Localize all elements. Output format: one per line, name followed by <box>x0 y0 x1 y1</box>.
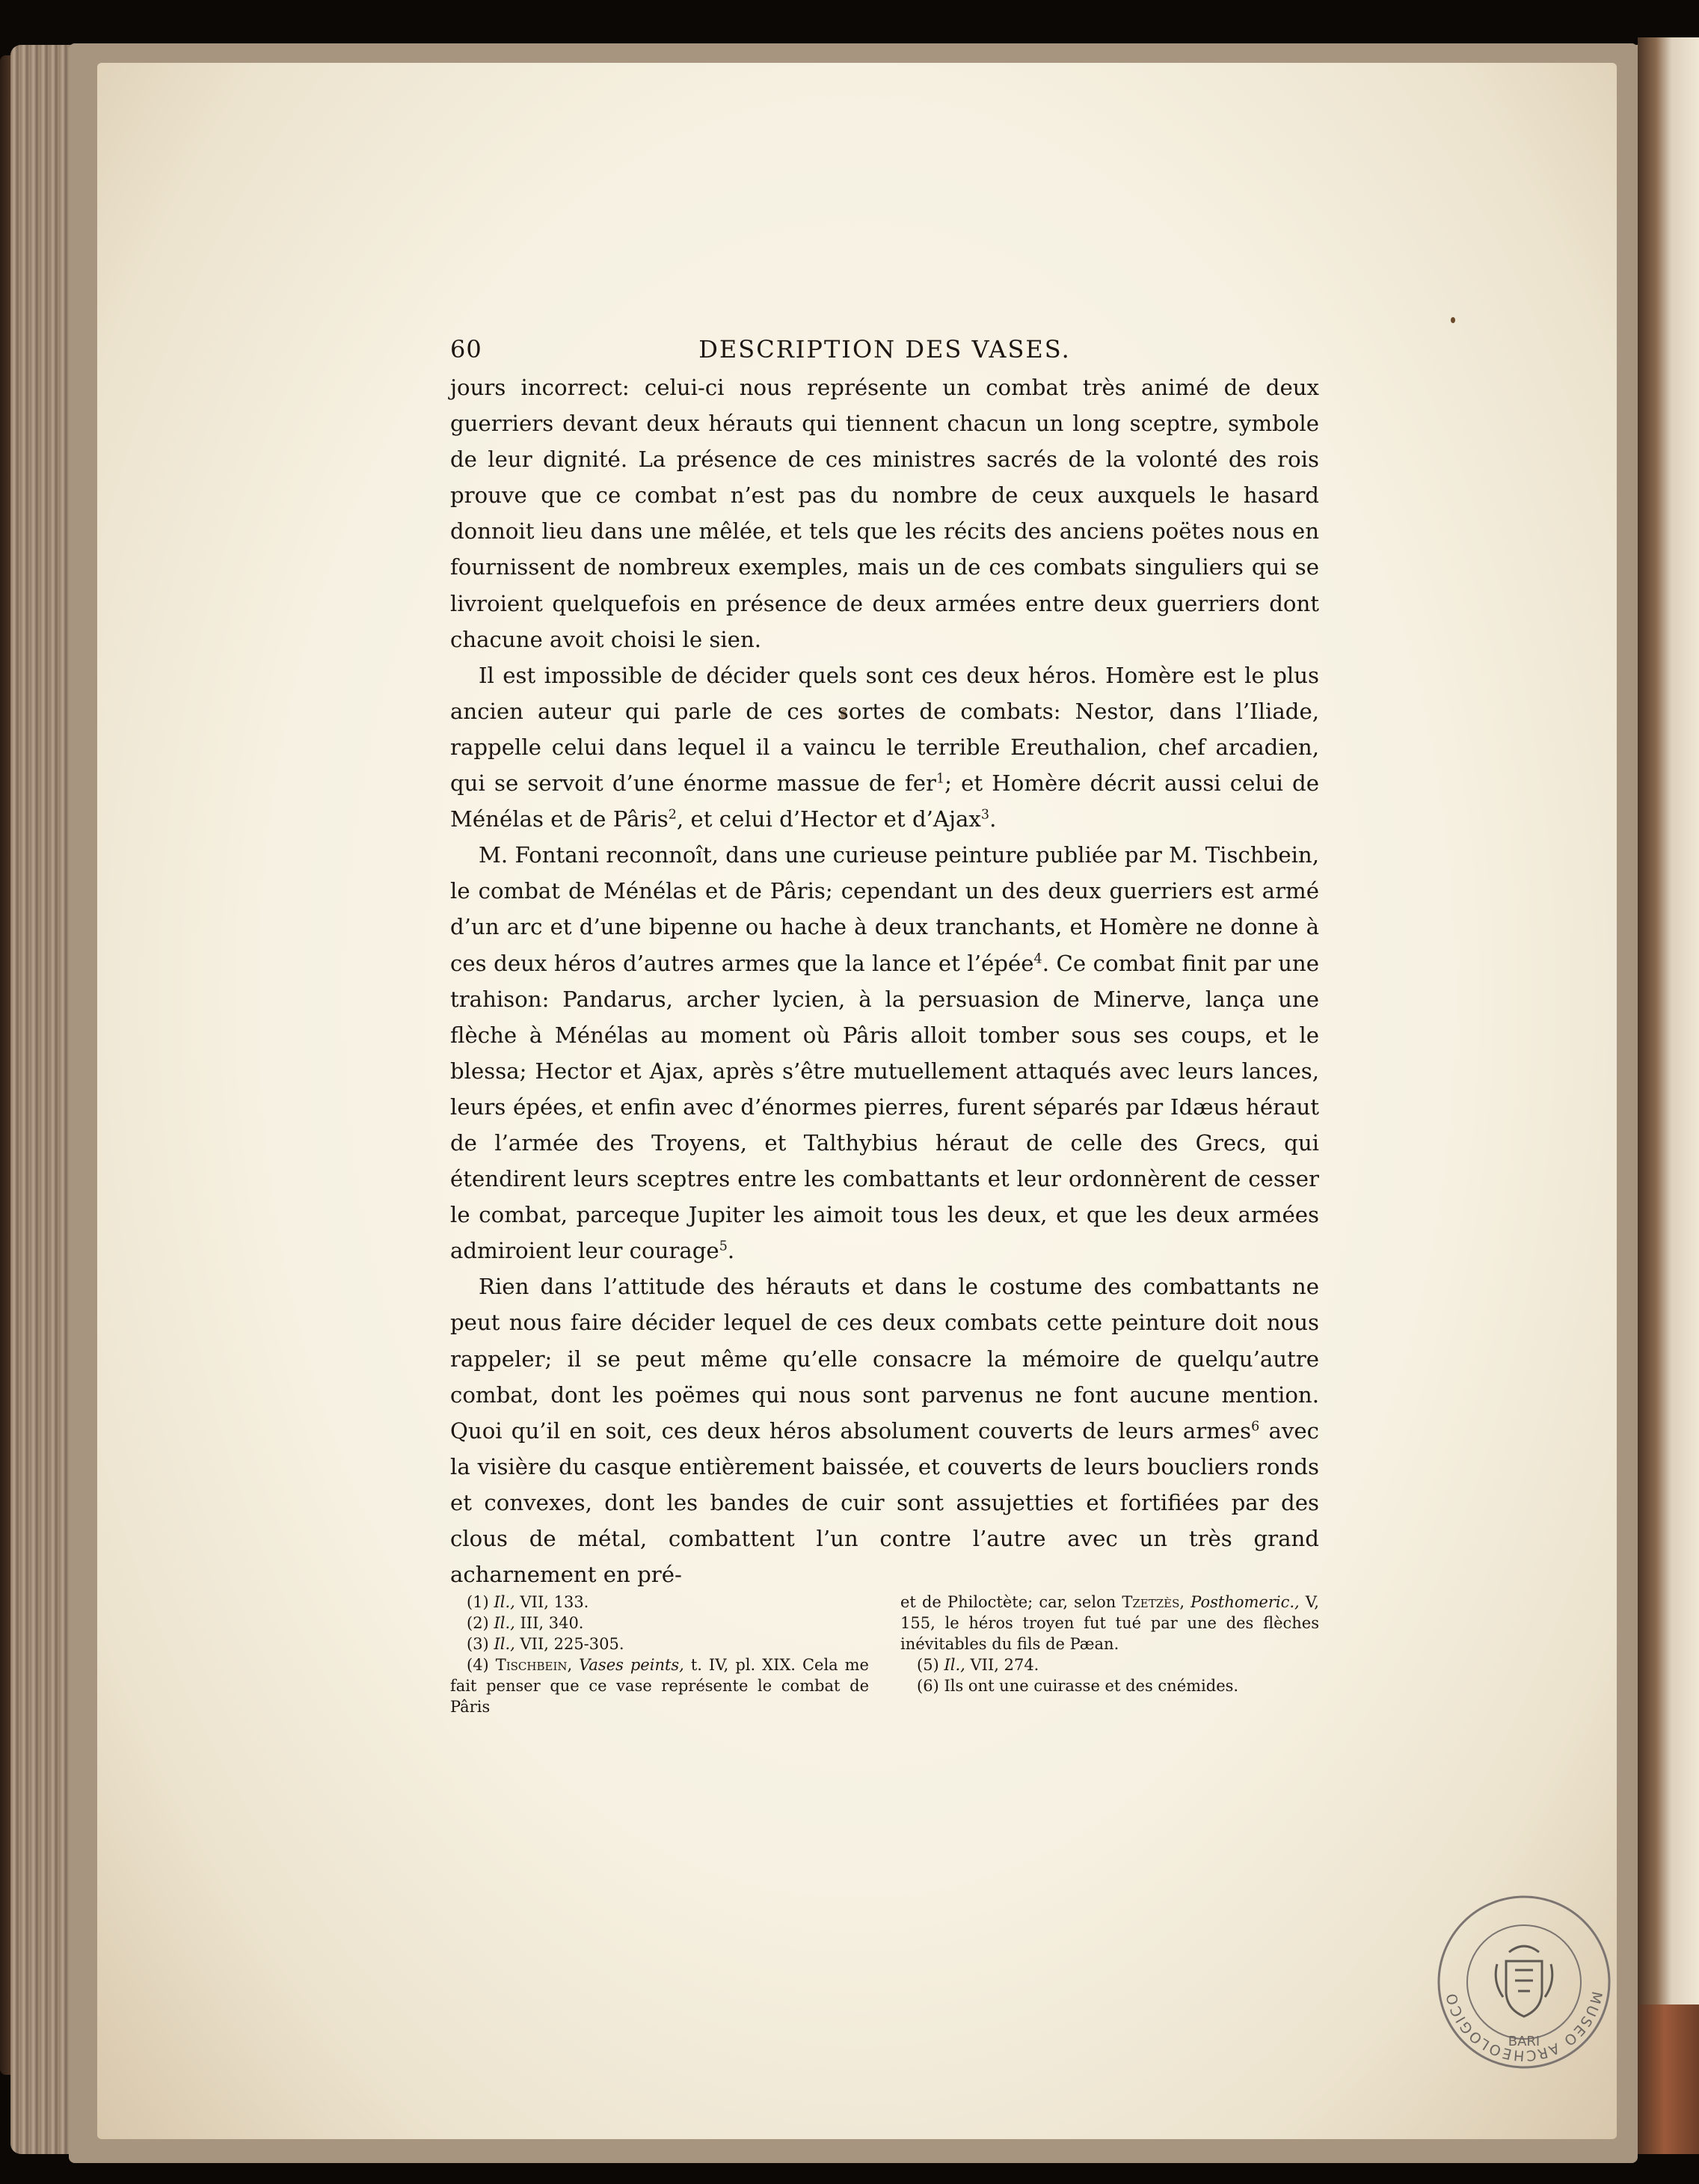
paper-speck <box>1451 317 1455 323</box>
paragraph-1: jours incorrect: celui-ci nous représente un combat très animé de deux guerriers devant deux hérauts qui tiennent chacun un long sceptre, symbole de leur dignité. La présence de ces ministres sacrés de la volonté des rois prouve que ce combat n’est pas du nombre de ceux auxquels le hasard donnoit lieu dans une mêlée, et tels que les récits des anciens poëtes nous en fournissent de nombreux exemples, mais un de ces combats singuliers qui se livroient quelquefois en présence de deux armées entre deux guerriers dont chacune avoit choisi le sien. <box>450 375 1319 652</box>
footnote-4 <box>450 1654 869 1717</box>
stamp-city: BARI <box>1508 2034 1540 2049</box>
facing-page-edge <box>1638 37 1699 2154</box>
footnote-number: (3) <box>467 1635 489 1653</box>
page-number: 60 <box>450 335 482 364</box>
footnote-text: V, 155, le héros troyen fut tué par une des flèches inévitables du fils de Pæan. <box>900 1593 1319 1653</box>
footnote-2 <box>450 1613 869 1634</box>
running-head <box>450 335 1319 369</box>
footnotes-left-column <box>450 1592 869 1717</box>
footnote-marker-4: 4 <box>1033 951 1042 966</box>
footnote-reference: Il., <box>494 1635 515 1653</box>
footnote-text: et de Philoctète; car, selon <box>900 1593 1122 1611</box>
footnotes-right-column <box>900 1592 1319 1717</box>
footnote-marker-1: 1 <box>936 771 945 787</box>
text-block <box>450 335 1319 1592</box>
footnote-number: (1) <box>467 1593 489 1611</box>
paragraph-3-end: . <box>727 1238 735 1264</box>
footnote-4-continued <box>900 1592 1319 1654</box>
paragraph-2-end: . <box>989 806 997 832</box>
footnote-work: Posthomeric., <box>1185 1593 1300 1611</box>
footnote-number: (6) <box>917 1677 939 1695</box>
footnote-text: VII, 133. <box>514 1593 589 1611</box>
paragraph-2-mid1: ; et Homère décrit aussi celui de Ménélas et de Pâris <box>450 770 1320 832</box>
footnote-text: VII, 274. <box>965 1656 1039 1674</box>
footnote-marker-3: 3 <box>980 807 990 823</box>
museum-stamp <box>1434 1892 1614 2072</box>
footnote-marker-5: 5 <box>719 1239 728 1254</box>
footnote-work: Vases peints, <box>579 1656 684 1674</box>
paragraph-3 <box>450 837 1319 1269</box>
footnote-3 <box>450 1634 869 1654</box>
footnote-author: Tischbein, <box>495 1656 573 1674</box>
paragraph-4-text: Rien dans l’attitude des hérauts et dans le costume des combattants ne peut nous faire décider lequel de ces deux combats cette peinture doit nous rappeler; il se peut même qu’elle consacre la mémoire de quelqu’autre combat, dont les poëmes qui nous sont parvenus ne font aucune mention. Quoi qu’il en soit, ces deux héros absolument couverts de leurs armes <box>450 1274 1319 1444</box>
stamp-ring-text: MUSEO ARCHEOLOGICO <box>1443 1990 1606 2064</box>
paragraph-3-mid: . Ce combat finit par une trahison: Pandarus, archer lycien, à la persuasion de Minerve, lança une flèche à Ménélas au moment où Pâris alloit tomber sous ses coups, et le blessa; Hector et Ajax, après s’être mutuellement attaqués avec leurs lances, leurs épées, et enfin avec d’énormes pierres, furent séparés par Idæus héraut de l’armée des Troyens, et Talthybius héraut de celle des Grecs, qui étendirent leurs sceptres entre les combattants et leur ordonnèrent de cesser le combat, parceque Jupiter les aimoit tous les deux, et que les deux armées admiroient leur courage <box>450 950 1319 1264</box>
stamp-seal <box>1434 1892 1614 2072</box>
paragraph-4 <box>450 1269 1319 1592</box>
footnote-5 <box>900 1654 1319 1675</box>
book-cover-corner <box>1630 2004 1699 2154</box>
footnote-text: III, 340. <box>514 1614 584 1632</box>
paragraph-2 <box>450 657 1319 837</box>
footnote-6 <box>900 1675 1319 1696</box>
paragraph-2-mid2: , et celui d’Hector et d’Ajax <box>676 806 981 832</box>
footnote-marker-6: 6 <box>1251 1418 1260 1434</box>
footnote-number: (5) <box>917 1656 939 1674</box>
footnotes <box>450 1592 1319 1717</box>
footnote-1 <box>450 1592 869 1613</box>
footnote-marker-2: 2 <box>668 807 677 823</box>
footnote-number: (2) <box>467 1614 489 1632</box>
paragraph-4-end: avec la visière du casque entièrement baissée, et couverts de leurs boucliers ronds et convexes, dont les bandes de cuir sont assujetties et fortifiées par des clous de métal, combattent l’un contre l’autre avec un très grand acharnement en pré- <box>450 1417 1320 1588</box>
footnote-text: Ils ont une cuirasse et des cnémides. <box>944 1677 1239 1695</box>
running-title: DESCRIPTION DES VASES. <box>698 335 1071 364</box>
paragraph-3-text: M. Fontani reconnoît, dans une curieuse peinture publiée par M. Tischbein, le combat de Ménélas et de Pâris; cependant un des deux guerriers est armé d’un arc et d’une bipenne ou hache à deux tranchants, et Homère ne donne à ces deux héros d’autres armes que la lance et l’épée <box>450 842 1319 976</box>
footnote-text: VII, 225-305. <box>514 1635 624 1653</box>
body-text <box>450 369 1319 1592</box>
paragraph-2-text: Il est impossible de décider quels sont ces deux héros. Homère est le plus ancien auteur qui parle de ces sortes de combats: Nestor, dans l’Iliade, rappelle celui dans lequel il a vaincu le terrible Ereuthalion, chef arcadien, qui se servoit d’une énorme massue de fer <box>450 662 1319 797</box>
footnote-reference: Il., <box>494 1593 515 1611</box>
footnote-reference: Il., <box>494 1614 515 1632</box>
coat-of-arms-icon <box>1496 1946 1552 2016</box>
footnote-author: Tzetzès, <box>1122 1593 1185 1611</box>
footnote-text: t. IV, pl. XIX. Cela me fait penser que ce vase représente le combat de Pâris <box>450 1656 869 1716</box>
footnote-number: (4) <box>467 1656 489 1674</box>
footnote-reference: Il., <box>944 1656 965 1674</box>
